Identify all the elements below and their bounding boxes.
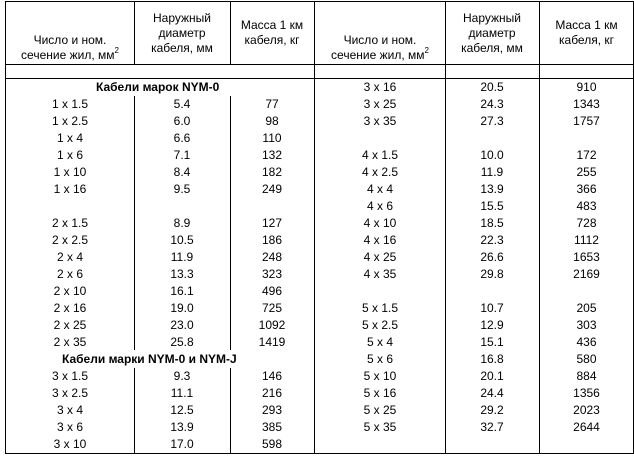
left-diameter-cell: 19.0 <box>170 301 194 315</box>
right-diameter-cell: 10.7 <box>480 301 504 315</box>
left-mass-cell: 186 <box>261 233 283 247</box>
col-line-0 <box>5 1 6 454</box>
right-mass-cell: 2169 <box>573 267 600 281</box>
col-line-2b <box>230 96 231 350</box>
right-diameter-cell: 24.3 <box>480 97 504 111</box>
left-mass-cell: 182 <box>261 165 283 179</box>
right-mass-cell: 436 <box>576 335 597 349</box>
right-diameter-cell: 16.8 <box>480 352 504 366</box>
right-section-cell: 4 x 35 <box>363 267 397 281</box>
right-diameter-cell: 12.9 <box>480 318 504 332</box>
right-diameter-cell: 10.0 <box>480 148 504 162</box>
left-mass-cell: 1092 <box>258 318 286 332</box>
left-diameter-cell: 9.3 <box>173 369 191 383</box>
right-diameter-cell: 20.5 <box>480 80 504 94</box>
right-section-cell: 5 x 4 <box>366 335 393 349</box>
left-mass-cell: 216 <box>261 386 283 400</box>
left-mass-cell: 146 <box>261 369 283 383</box>
right-mass-cell: 728 <box>576 216 597 230</box>
left-mass-cell: 132 <box>261 148 283 162</box>
right-section-cell: 4 x 10 <box>363 216 397 230</box>
right-diameter-cell: 22.3 <box>480 233 504 247</box>
left-mass-cell: 248 <box>261 250 283 264</box>
right-diameter-cell: 15.5 <box>480 199 504 213</box>
left-diameter-cell: 8.4 <box>173 165 191 179</box>
right-section-cell: 4 x 25 <box>363 250 397 264</box>
right-section-cell: 5 x 35 <box>363 420 397 434</box>
left-diameter-cell: 11.9 <box>170 250 194 264</box>
col-line-1b <box>134 96 135 350</box>
left-diameter-cell: 16.1 <box>170 284 194 298</box>
right-mass-cell: 205 <box>576 301 597 315</box>
right-section-cell: 4 x 1.5 <box>361 148 399 162</box>
right-diameter-cell: 11.9 <box>480 165 504 179</box>
section-title-nym0-nymj: Кабели марки NYM-0 и NYM-J <box>62 352 237 366</box>
left-section-cell: 1 x 2.5 <box>51 114 89 128</box>
left-section-cell: 3 x 2.5 <box>51 386 89 400</box>
left-section-cell: 1 x 10 <box>53 165 87 179</box>
left-diameter-cell: 17.0 <box>170 437 194 451</box>
left-diameter-cell: 9.5 <box>173 182 191 196</box>
left-section-cell: 3 x 6 <box>56 420 83 434</box>
right-section-cell: 5 x 16 <box>363 386 397 400</box>
header-left-section <box>6 18 134 63</box>
right-diameter-cell: 13.9 <box>480 182 504 196</box>
right-mass-cell: 303 <box>576 318 597 332</box>
header-right-section <box>315 18 445 63</box>
header-right-diameter: Наружный диаметр кабеля, мм <box>461 11 523 55</box>
header-right-section-text: Число и ном. сечение жил, мм <box>331 33 425 62</box>
right-mass-cell: 2023 <box>573 403 600 417</box>
right-section-cell: 5 x 25 <box>363 403 397 417</box>
left-section-cell: 3 x 1.5 <box>51 369 89 383</box>
right-diameter-cell: 24.4 <box>480 386 504 400</box>
left-diameter-cell: 25.8 <box>170 335 194 349</box>
left-mass-cell: 598 <box>261 437 283 451</box>
left-section-cell: 2 x 25 <box>53 318 87 332</box>
col-line-4 <box>445 1 446 454</box>
right-section-cell: 4 x 6 <box>366 199 393 213</box>
right-section-cell: 3 x 35 <box>363 114 397 128</box>
col-line-1c <box>134 368 135 454</box>
left-section-cell: 1 x 4 <box>56 131 83 145</box>
left-mass-cell: 249 <box>261 182 283 196</box>
header-right-mass: Масса 1 км кабеля, кг <box>555 18 618 47</box>
right-mass-cell: 1343 <box>573 97 600 111</box>
left-mass-cell: 725 <box>261 301 283 315</box>
left-mass-cell: 385 <box>261 420 283 434</box>
left-mass-cell: 98 <box>265 114 279 128</box>
left-section-cell: 3 x 4 <box>56 403 83 417</box>
right-diameter-cell: 32.7 <box>480 420 504 434</box>
left-section-cell: 1 x 16 <box>53 182 87 196</box>
right-mass-cell: 2644 <box>573 420 600 434</box>
col-line-3 <box>314 1 315 454</box>
right-diameter-cell: 29.8 <box>480 267 504 281</box>
left-diameter-cell: 10.5 <box>170 233 194 247</box>
left-section-cell: 2 x 16 <box>53 301 87 315</box>
right-section-cell: 3 x 16 <box>363 80 397 94</box>
header-left-mass: Масса 1 км кабеля, кг <box>240 18 304 47</box>
left-diameter-cell: 8.9 <box>173 216 191 230</box>
left-mass-cell: 293 <box>261 403 283 417</box>
left-section-cell: 2 x 4 <box>56 250 83 264</box>
left-diameter-cell: 5.4 <box>173 97 191 111</box>
left-mass-cell: 323 <box>261 267 283 281</box>
right-mass-cell: 255 <box>576 165 597 179</box>
left-diameter-cell: 13.3 <box>170 267 194 281</box>
right-section-cell: 4 x 16 <box>363 233 397 247</box>
left-diameter-cell: 23.0 <box>170 318 194 332</box>
right-diameter-cell: 26.6 <box>480 250 504 264</box>
right-section-cell: 5 x 1.5 <box>361 301 399 315</box>
left-section-cell: 2 x 6 <box>56 267 83 281</box>
left-diameter-cell: 13.9 <box>170 420 194 434</box>
col-line-2 <box>230 1 231 65</box>
left-mass-cell: 127 <box>261 216 283 230</box>
right-diameter-cell: 29.2 <box>480 403 504 417</box>
header-left-diameter: Наружный диаметр кабеля, мм <box>151 11 213 55</box>
right-section-cell: 5 x 2.5 <box>361 318 399 332</box>
right-mass-cell: 884 <box>576 369 597 383</box>
left-diameter-cell: 12.5 <box>170 403 194 417</box>
col-line-5 <box>539 1 540 454</box>
left-mass-cell: 1419 <box>258 335 286 349</box>
left-section-cell: 1 x 6 <box>56 148 83 162</box>
right-section-cell: 5 x 10 <box>363 369 397 383</box>
left-section-cell: 2 x 35 <box>53 335 87 349</box>
right-diameter-cell: 20.1 <box>480 369 504 383</box>
left-diameter-cell: 6.6 <box>173 131 191 145</box>
right-mass-cell: 483 <box>576 199 597 213</box>
right-mass-cell: 172 <box>576 148 597 162</box>
right-section-cell: 4 x 2.5 <box>361 165 399 179</box>
right-mass-cell: 580 <box>576 352 597 366</box>
left-section-cell: 2 x 1.5 <box>51 216 89 230</box>
left-mass-cell: 77 <box>265 97 279 111</box>
right-diameter-cell: 18.5 <box>480 216 504 230</box>
right-mass-cell: 1757 <box>573 114 600 128</box>
right-section-cell: 3 x 25 <box>363 97 397 111</box>
left-section-cell: 2 x 10 <box>53 284 87 298</box>
right-mass-cell: 366 <box>576 182 597 196</box>
header-left-section-sup: 2 <box>114 46 119 55</box>
left-section-cell: 3 x 10 <box>53 437 87 451</box>
right-mass-cell: 1112 <box>574 233 599 247</box>
right-diameter-cell: 15.1 <box>480 335 504 349</box>
right-mass-cell: 910 <box>576 80 597 94</box>
right-section-cell: 5 x 6 <box>366 352 393 366</box>
left-section-cell: 1 x 1.5 <box>51 97 89 111</box>
left-diameter-cell: 7.1 <box>173 148 191 162</box>
header-right-section-sup: 2 <box>424 46 429 55</box>
col-line-2c <box>230 368 231 454</box>
left-mass-cell: 110 <box>262 131 282 145</box>
left-section-cell: 2 x 2.5 <box>51 233 89 247</box>
right-diameter-cell: 27.3 <box>480 114 504 128</box>
header-left-section-text: Число и ном. сечение жил, мм <box>21 33 115 62</box>
right-section-cell: 4 x 4 <box>366 182 393 196</box>
section-title-nym0: Кабели марок NYM-0 <box>96 80 220 94</box>
col-line-1 <box>134 1 135 65</box>
left-diameter-cell: 6.0 <box>173 114 191 128</box>
left-diameter-cell: 11.1 <box>170 386 194 400</box>
left-mass-cell: 496 <box>261 284 283 298</box>
right-mass-cell: 1653 <box>573 250 600 264</box>
right-mass-cell: 1356 <box>573 386 600 400</box>
